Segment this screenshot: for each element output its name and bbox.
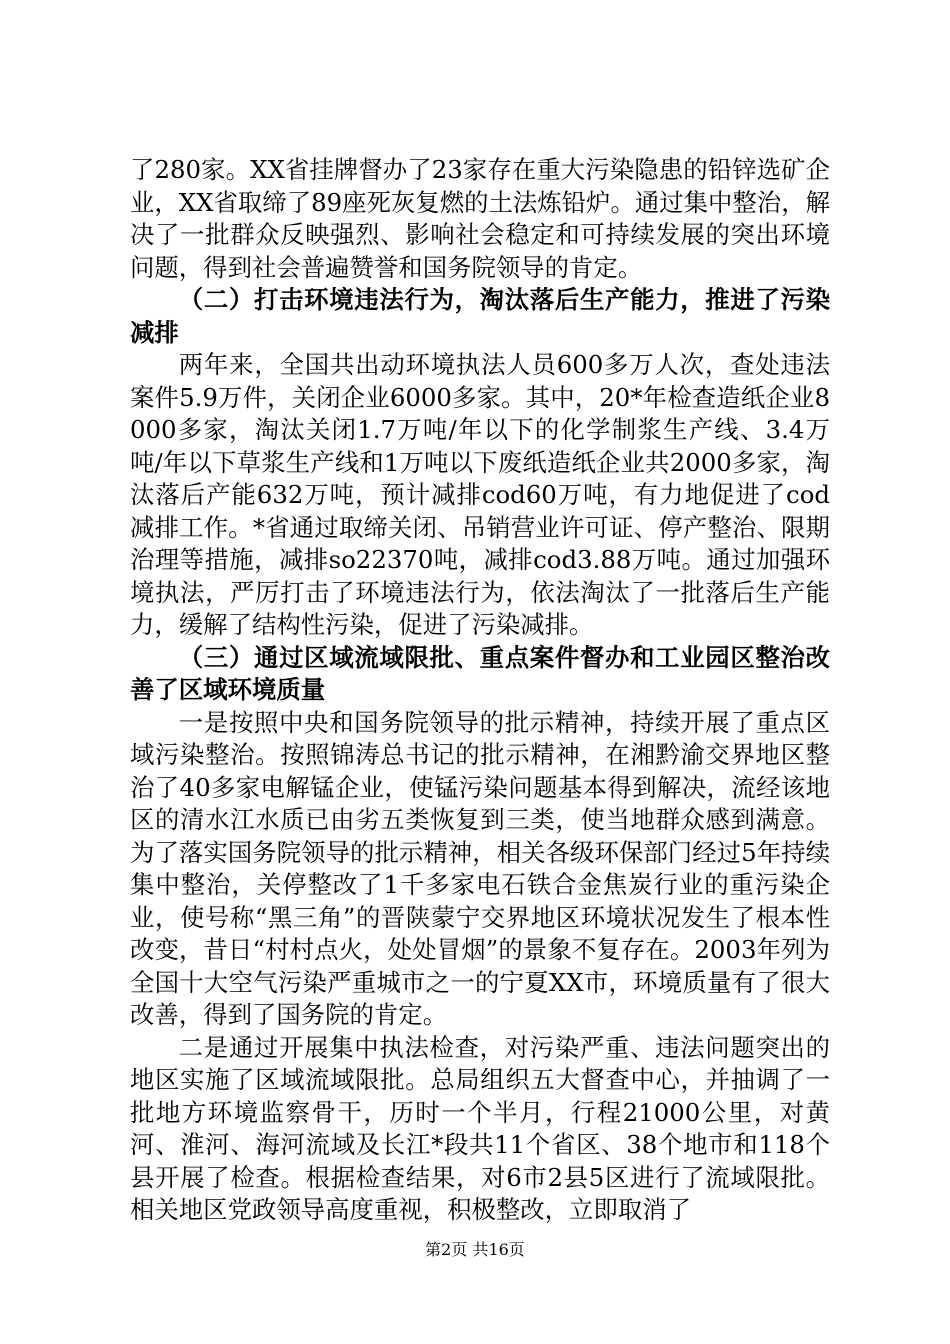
paragraph-1: 了280家。XX省挂牌督办了23家存在重大污染隐患的铅锌选矿企业，XX省取缔了89座死灰复燃的土法炼铅炉。通过集中整治，解决了一批群众反映强烈、影响社会稳定和可持续发展的突出环境问题，得到社会普遍赞誉和国务院领导的肯定。 [130, 155, 830, 282]
paragraph-4: 二是通过开展集中执法检查，对污染严重、违法问题突出的地区实施了区域流域限批。总局组织五大督查中心，并抽调了一批地方环境监察骨干，历时一个半月，行程21000公里，对黄河、淮河、海河流域及长江*段共11个省区、38个地市和118个县开展了检查。根据检查结果，对6市2县5区进行了流域限批。相关地区党政领导高度重视，积极整改，立即取消了 [130, 1032, 830, 1224]
page-number: 第2页 共16页 [425, 1240, 525, 1259]
section-heading-2: （二）打击环境违法行为，淘汰落后生产能力，推进了污染减排 [130, 285, 830, 347]
paragraph-3: 一是按照中央和国务院领导的批示精神，持续开展了重点区域污染整治。按照锦涛总书记的批示精神，在湘黔渝交界地区整治了40多家电解锰企业，使锰污染问题基本得到解决，流经该地区的清水江水质已由劣五类恢复到三类，使当地群众感到满意。为了落实国务院领导的批示精神，相关各级环保部门经过5年持续集中整治，关停整改了1千多家电石铁合金焦炭行业的重污染企业，使号称“黑三角”的晋陕蒙宁交界地区环境状况发生了根本性改变，昔日“村村点火，处处冒烟”的景象不复存在。2003年列为全国十大空气污染严重城市之一的宁夏XX市，环境质量有了很大改善，得到了国务院的肯定。 [130, 707, 830, 1029]
page-footer [0, 1240, 950, 1260]
section-heading-3: （三）通过区域流域限批、重点案件督办和工业园区整治改善了区域环境质量 [130, 642, 830, 704]
paragraph-2: 两年来，全国共出动环境执法人员600多万人次，查处违法案件5.9万件，关闭企业6000多家。其中，20*年检查造纸企业8000多家，淘汰关闭1.7万吨/年以下的化学制浆生产线、3.4万吨/年以下草浆生产线和1万吨以下废纸造纸企业共2000多家，淘汰落后产能632万吨，预计减排cod60万吨，有力地促进了cod减排工作。*省通过取缔关闭、吊销营业许可证、停产整治、限期治理等措施，减排so22370吨，减排cod3.88万吨。通过加强环境执法，严厉打击了环境违法行为，依法淘汰了一批落后生产能力，缓解了结构性污染，促进了污染减排。 [130, 350, 830, 639]
document-body [130, 154, 830, 1227]
